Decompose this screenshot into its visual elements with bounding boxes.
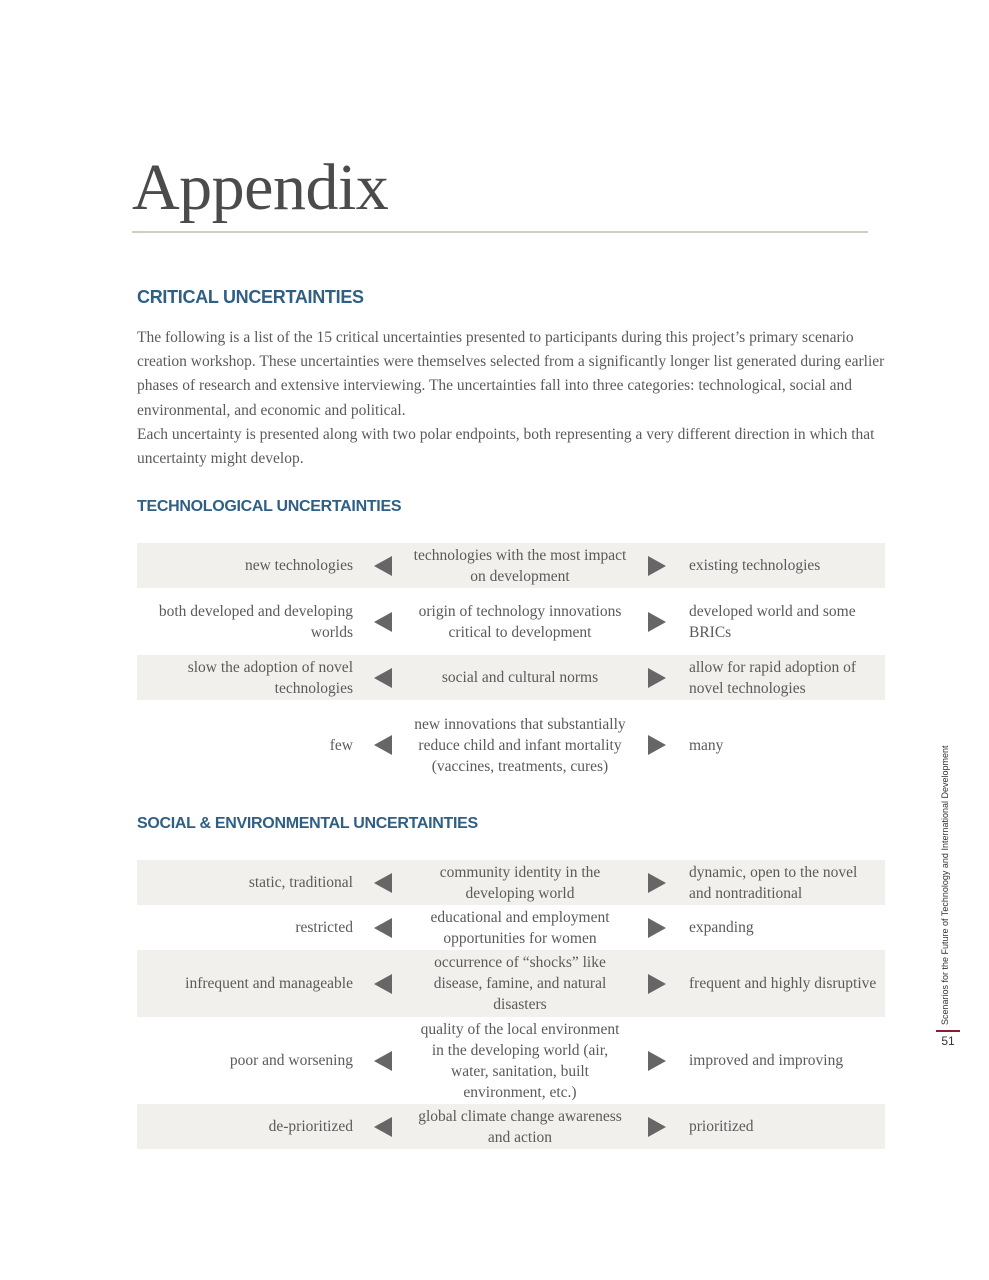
triangle-left-icon xyxy=(353,668,413,688)
triangle-right-icon xyxy=(627,918,687,938)
triangle-right-icon xyxy=(627,668,687,688)
left-endpoint: new technologies xyxy=(244,557,353,574)
left-endpoint: poor and worsening xyxy=(229,1052,353,1069)
uncertainty-label: quality of the local environment in the developing world (air, water, sanitation, built environment, etc.) xyxy=(420,1020,620,1101)
right-endpoint: improved and improving xyxy=(689,1052,844,1069)
right-endpoint: prioritized xyxy=(689,1118,754,1135)
right-endpoint: frequent and highly disruptive xyxy=(689,975,877,992)
left-endpoint: de-prioritized xyxy=(268,1118,353,1135)
triangle-left-icon xyxy=(353,974,413,994)
left-endpoint: restricted xyxy=(295,919,353,936)
left-endpoint: infrequent and manageable xyxy=(185,975,353,992)
page-title: Appendix xyxy=(132,151,389,224)
triangle-right-icon xyxy=(627,974,687,994)
page-number: 51 xyxy=(941,1034,955,1048)
uncertainty-row xyxy=(137,700,885,790)
right-endpoint: dynamic, open to the novel and nontraditional xyxy=(689,863,858,902)
triangle-right-icon xyxy=(627,1117,687,1137)
uncertainty-label: global climate change awareness and action xyxy=(418,1107,622,1146)
uncertainty-row xyxy=(137,1017,885,1104)
triangle-right-icon xyxy=(627,556,687,576)
uncertainty-label: new innovations that substantially reduce child and infant mortality (vaccines, treatments, cures) xyxy=(414,715,626,775)
triangle-right-icon xyxy=(627,873,687,893)
uncertainty-row xyxy=(137,543,885,588)
intro-paragraph: Each uncertainty is presented along with two polar endpoints, both representing a very different direction in which that uncertainty might develop. xyxy=(137,425,875,468)
left-endpoint: slow the adoption of novel technologies xyxy=(187,658,353,697)
page-number-rule xyxy=(936,1030,960,1032)
technological-heading: TECHNOLOGICAL UNCERTAINTIES xyxy=(137,498,402,515)
left-endpoint: static, traditional xyxy=(248,874,353,891)
triangle-left-icon xyxy=(353,873,413,893)
running-footer-title: Scenarios for the Future of Technology and International Development xyxy=(940,745,950,1025)
uncertainty-row xyxy=(137,655,885,700)
uncertainty-label: origin of technology innovations critical to development xyxy=(418,602,622,641)
right-endpoint: allow for rapid adoption of novel technologies xyxy=(689,658,857,697)
triangle-left-icon xyxy=(353,735,413,755)
triangle-left-icon xyxy=(353,1051,413,1071)
uncertainty-row xyxy=(137,588,885,655)
triangle-left-icon xyxy=(353,918,413,938)
right-endpoint: expanding xyxy=(689,919,754,936)
title-divider xyxy=(132,231,868,233)
uncertainty-row xyxy=(137,905,885,950)
intro-paragraph: The following is a list of the 15 critical uncertainties presented to participants during this project’s primary scenario creation workshop. These uncertainties were themselves selected from a significantly longer list generated during earlier phases of research and extensive interviewing. The uncertainties fall into three categories: technological, social and environmental, and economic and political. xyxy=(137,329,885,419)
uncertainty-label: occurrence of “shocks” like disease, famine, and natural disasters xyxy=(433,954,607,1013)
right-endpoint: developed world and some BRICs xyxy=(689,602,856,641)
uncertainty-label: technologies with the most impact on development xyxy=(413,546,627,585)
uncertainty-row xyxy=(137,860,885,905)
uncertainty-row xyxy=(137,1104,885,1149)
left-endpoint: both developed and developing worlds xyxy=(158,602,353,641)
uncertainty-row xyxy=(137,950,885,1017)
uncertainty-label: educational and employment opportunities for women xyxy=(430,908,610,947)
right-endpoint: existing technologies xyxy=(689,557,821,574)
intro-text xyxy=(137,326,897,471)
uncertainty-label: community identity in the developing world xyxy=(439,863,601,902)
section-heading: CRITICAL UNCERTAINTIES xyxy=(137,287,364,307)
triangle-left-icon xyxy=(353,556,413,576)
uncertainty-label: social and cultural norms xyxy=(441,669,599,686)
triangle-left-icon xyxy=(353,1117,413,1137)
technological-table xyxy=(137,543,885,790)
triangle-right-icon xyxy=(627,1051,687,1071)
right-endpoint: many xyxy=(689,736,724,754)
triangle-right-icon xyxy=(627,735,687,755)
social-environmental-table xyxy=(137,860,885,1149)
social-environmental-heading: SOCIAL & ENVIRONMENTAL UNCERTAINTIES xyxy=(137,815,478,832)
triangle-left-icon xyxy=(353,612,413,632)
left-endpoint: few xyxy=(329,736,353,754)
triangle-right-icon xyxy=(627,612,687,632)
